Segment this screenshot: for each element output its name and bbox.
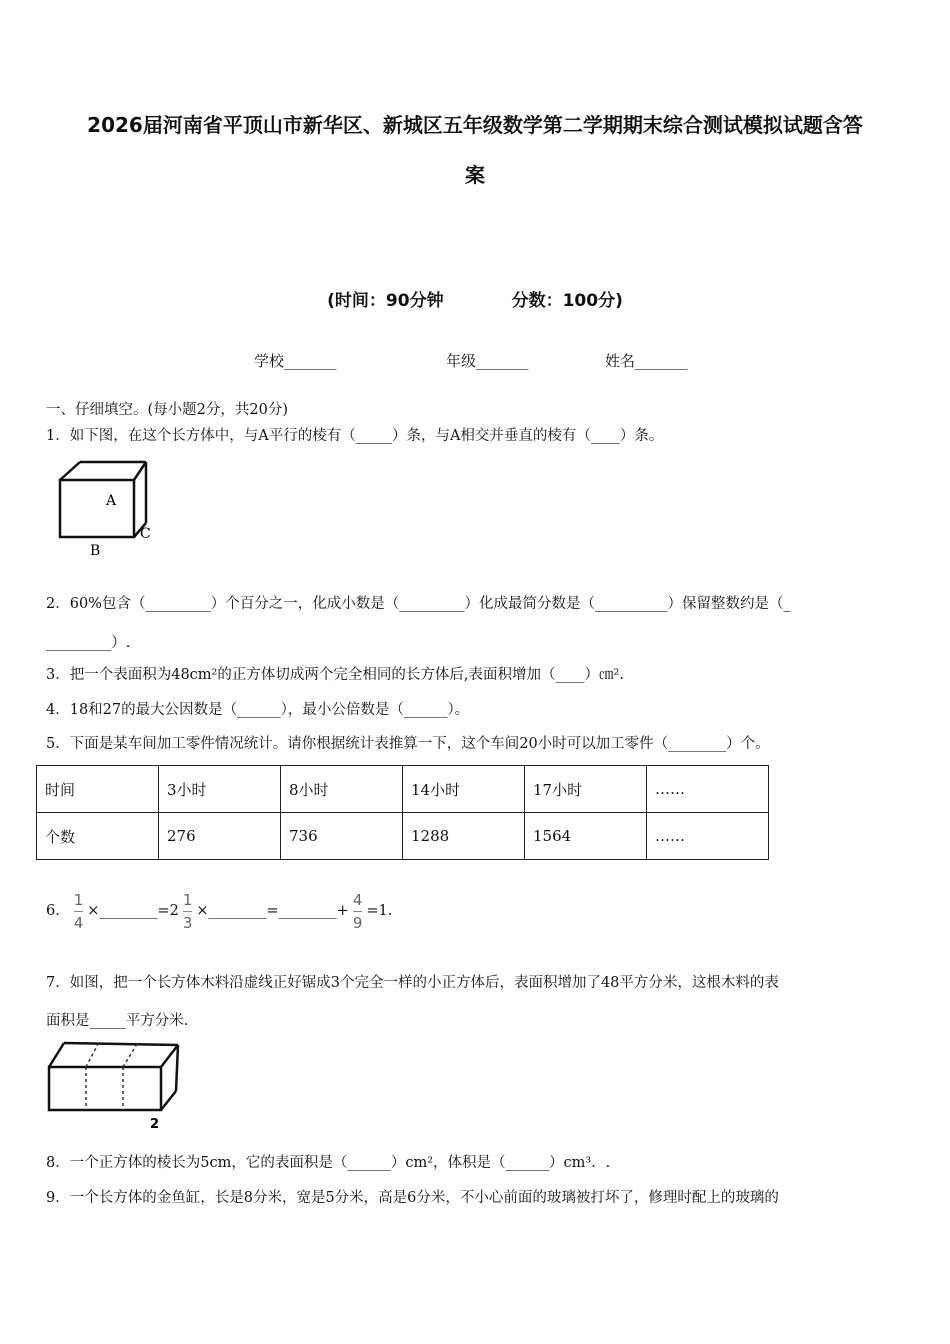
table-cell: 17小时 <box>525 766 647 813</box>
title-line-2: 案 <box>465 163 485 187</box>
table-cell: 3小时 <box>159 766 281 813</box>
question-2-line-2: _________）. <box>46 635 131 651</box>
numerator: 4 <box>352 890 363 909</box>
question-7-line-2: 面积是_____平方分米. <box>46 1013 189 1029</box>
numerator: 1 <box>73 890 84 909</box>
table-row <box>37 813 769 860</box>
question-3: 3．把一个表面积为48cm²的正方体切成两个完全相同的长方体后,表面积增加（____）㎝². <box>46 667 624 683</box>
title-line-1: 2026届河南省平顶山市新华区、新城区五年级数学第二学期期末综合测试模拟试题含答 <box>87 113 863 137</box>
table-cell: 1564 <box>525 813 647 860</box>
fraction-1-4 <box>74 889 84 934</box>
table-cell: 276 <box>159 813 281 860</box>
question-4: 4．18和27的最大公因数是（______），最小公倍数是（______）。 <box>46 702 470 718</box>
question-5: 5．下面是某车间加工零件情况统计。请你根据统计表推算一下，这个车间20小时可以加工零件（________）个。 <box>46 736 770 752</box>
table-cell: 个数 <box>37 813 159 860</box>
cuboid-figure <box>50 455 160 560</box>
table-row <box>37 766 769 813</box>
time-limit: (时间：90分钟 <box>327 291 444 311</box>
table-cell: 8小时 <box>281 766 403 813</box>
stats-table <box>36 765 769 860</box>
grade-field: 年级_______ <box>446 352 529 370</box>
question-7-line-1: 7．如图，把一个长方体木料沿虚线正好锯成3个完全一样的小正方体后，表面积增加了48平方分米，这根木料的表 <box>46 975 779 991</box>
question-6 <box>46 888 392 934</box>
table-cell: 1288 <box>403 813 525 860</box>
table-cell: 时间 <box>37 766 159 813</box>
total-score: 分数：100分) <box>511 291 623 311</box>
name-field: 姓名_______ <box>605 352 688 370</box>
section-heading: 一、仔细填空。(每小题2分，共20分) <box>46 402 288 418</box>
table-cell: …… <box>647 813 769 860</box>
fraction-4-9 <box>353 889 363 934</box>
document-title <box>40 100 910 200</box>
table-cell: …… <box>647 766 769 813</box>
question-1: 1．如下图，在这个长方体中，与A平行的棱有（_____）条，与A相交并垂直的棱有（____）条。 <box>46 428 664 444</box>
exam-meta <box>0 286 950 311</box>
q6-part-3: =1. <box>366 903 393 919</box>
question-2-line-1: 2．60%包含（_________）个百分之一，化成小数是（_________）化成最简分数是（__________）保留整数约是（_ <box>46 596 791 612</box>
question-9: 9．一个长方体的金鱼缸，长是8分米，宽是5分米，高是6分米，不小心前面的玻璃被打坏了，修理时配上的玻璃的 <box>46 1190 779 1206</box>
denominator: 4 <box>74 911 84 934</box>
q6-part-1: ×________=2 <box>87 903 179 919</box>
q6-prefix: 6． <box>46 903 70 919</box>
numerator: 1 <box>182 890 193 909</box>
table-cell: 736 <box>281 813 403 860</box>
table-cell: 14小时 <box>403 766 525 813</box>
q6-part-2: ×________=________+ <box>196 903 349 919</box>
question-8: 8．一个正方体的棱长为5cm，它的表面积是（______）cm²，体积是（______）cm³．. <box>46 1155 611 1171</box>
label-b: B <box>90 543 101 559</box>
label-a: A <box>106 493 117 509</box>
wood-block-figure <box>42 1037 187 1132</box>
dimension-label: 2 <box>150 1117 160 1132</box>
label-c: C <box>140 526 151 542</box>
fraction-1-3 <box>183 889 193 934</box>
school-field: 学校_______ <box>254 352 337 370</box>
denominator: 3 <box>183 911 193 934</box>
denominator: 9 <box>353 911 363 934</box>
